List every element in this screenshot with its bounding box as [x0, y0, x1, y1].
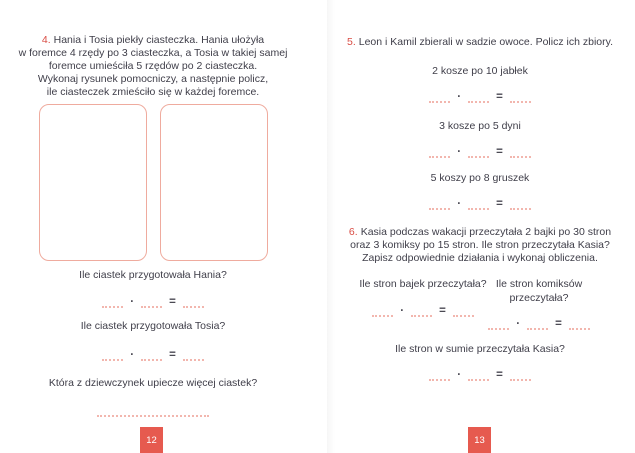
multiply-operator: ·: [130, 349, 135, 361]
equals-sign: =: [169, 296, 176, 308]
answer-blank: [510, 198, 531, 210]
task4-line: [8, 34, 298, 47]
answer-blank: [411, 305, 432, 317]
answer-blank: [468, 198, 489, 210]
task6-columns: [330, 278, 630, 338]
answer-blank: [102, 296, 123, 308]
answer-blank: [453, 305, 474, 317]
answer-blank: [183, 349, 204, 361]
answer-blank: [510, 369, 531, 381]
equals-sign: =: [555, 318, 562, 330]
question-tosia: Ile ciastek przygotowała Tosia?: [80, 320, 226, 332]
answer-blank: [429, 369, 450, 381]
equals-sign: =: [496, 198, 503, 210]
equation-hania: [8, 294, 298, 308]
task4-line: ile ciasteczek zmieściło się w każdej foremce.: [46, 86, 260, 98]
answer-blank: [510, 91, 531, 103]
task5-number: 5.: [346, 36, 356, 48]
answer-line: [97, 405, 209, 417]
equation-sum: [330, 367, 630, 381]
answer-blank: [527, 318, 548, 330]
page-number-left: 12: [140, 427, 163, 453]
task6-line: [330, 226, 630, 239]
equation-tosia: [8, 347, 298, 361]
task6-line: oraz 3 komiksy po 15 stron. Ile stron przeczytała Kasia?: [350, 239, 610, 251]
equals-sign: =: [496, 146, 503, 158]
answer-blank: [569, 318, 590, 330]
task5-line-text: Leon i Kamil zbierali w sadzie owoce. Policz ich zbiory.: [358, 36, 613, 48]
answer-blank: [429, 91, 450, 103]
drawing-frames: [39, 104, 268, 261]
task6-line-text: Kasia podczas wakacji przeczytała 2 bajki po 30 stron: [360, 226, 612, 238]
task6-text: [330, 226, 630, 265]
answer-blank: [183, 296, 204, 308]
answer-blank: [468, 369, 489, 381]
answer-blank: [488, 318, 509, 330]
equals-sign: =: [439, 304, 446, 317]
answer-blank: [141, 296, 162, 308]
task4-line: foremce umieściła 5 rzędów po 2 ciasteczka.: [48, 60, 258, 72]
multiply-operator: ·: [516, 318, 521, 330]
item-apples: 2 kosze po 10 jabłek: [432, 65, 528, 77]
multiply-operator: ·: [457, 91, 462, 103]
equals-sign: =: [169, 349, 176, 361]
equation-pumpkins: [330, 144, 630, 158]
drawing-frame-hania: [39, 104, 147, 261]
column-comics: [474, 278, 604, 330]
task4-text: [8, 34, 298, 99]
equation-pears: [330, 196, 630, 210]
answer-blank: [468, 146, 489, 158]
answer-blank: [372, 305, 393, 317]
question-fairy-tale-pages: Ile stron bajek przeczytała?: [359, 278, 487, 290]
task6-line: Zapisz odpowiednie działania i wykonaj obliczenia.: [362, 252, 598, 264]
equation-fairy-tales: [358, 303, 488, 317]
equals-sign: =: [496, 91, 503, 103]
answer-blank: [102, 349, 123, 361]
item-pumpkins: 3 kosze po 5 dyni: [439, 120, 521, 132]
answer-blank: [429, 198, 450, 210]
multiply-operator: ·: [130, 296, 135, 308]
multiply-operator: ·: [457, 369, 462, 381]
task5-text: [330, 36, 630, 49]
task4-number: 4.: [41, 34, 51, 46]
answer-blank: [429, 146, 450, 158]
task4-line: w foremce 4 rzędy po 3 ciasteczka, a Tosia w takiej samej: [18, 47, 288, 59]
item-pears: 5 koszy po 8 gruszek: [430, 172, 530, 184]
answer-blank: [468, 91, 489, 103]
equals-sign: =: [496, 369, 503, 381]
multiply-operator: ·: [400, 304, 405, 317]
answer-blank: [510, 146, 531, 158]
task4-line: Wykonaj rysunek pomocniczy, a następnie policz,: [37, 73, 269, 85]
multiply-operator: ·: [457, 146, 462, 158]
question-hania: Ile ciastek przygotowała Hania?: [79, 269, 227, 281]
equation-comics: [474, 316, 604, 330]
equation-apples: [330, 89, 630, 103]
question-compare: Która z dziewczynek upiecze więcej ciastek?: [48, 377, 258, 389]
question-comic-pages: Ile stron komiksów przeczytała?: [495, 278, 583, 304]
column-fairy-tales: [358, 278, 488, 317]
multiply-operator: ·: [457, 198, 462, 210]
task6-number: 6.: [348, 226, 358, 238]
answer-blank: [141, 349, 162, 361]
task4-line-text: Hania i Tosia piekły ciasteczka. Hania ułożyła: [53, 34, 265, 46]
page-number-right: 13: [468, 427, 491, 453]
drawing-frame-tosia: [160, 104, 268, 261]
question-sum: Ile stron w sumie przeczytała Kasia?: [395, 343, 565, 355]
